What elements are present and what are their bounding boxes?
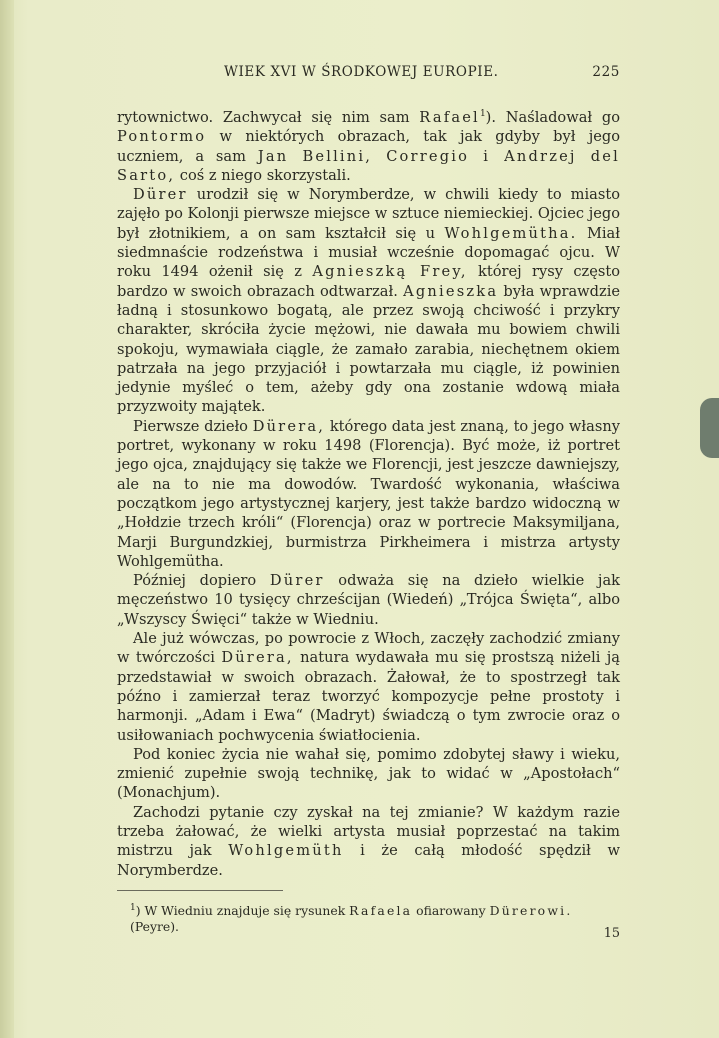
paragraph: [117, 185, 620, 417]
paragraph: [117, 417, 620, 571]
text-run: Później dopiero: [133, 572, 270, 590]
text-run: i że całą młodość spędził w Norymberdze.: [117, 842, 620, 879]
text-run: natura wydawała mu się prostszą niżeli ją przedstawiał w swoich obrazach. Żałował, że to spostrzegł tak późno i zamierzał teraz tworzyć kompozycje pełne prostoty i harmonji. „Adam i Ewa“ (Madryt) świadczą o tym zwrocie oraz o usiłowaniach pochwycenia światłocienia.: [117, 649, 620, 744]
page-binding-edge: [0, 0, 14, 1038]
text-run: Ale już wówczas, po powrocie z Włoch, zaczęły zachodzić zmiany w twórczości: [117, 630, 620, 667]
text-run: ). Naśladował go: [485, 109, 620, 126]
text-run: którego data jest znaną, to jego własny portret, wykonany w roku 1498 (Florencja). Być może, iż portret jego ojca, znajdujący się także we Florencji, jest jeszcze dawniejszy, ale na to nie ma dowodów. Twardość wykonania, właściwa początkom jego artystycznej karjery, jest także bardzo widoczną w „Hołdzie trzech króli“ (Florencja) oraz w portrecie Maksymiljana, Marji Burgundzkiej, burmistrza Pirkheimera i mistrza artysty Wohlgemütha.: [117, 417, 620, 570]
text-run: Miał siedmnaście rodzeństwa i musiał wcześnie dopomagać ojcu. W roku 1494 ożenił się z: [117, 224, 620, 281]
paragraph: [117, 803, 620, 880]
signature-mark: 15: [603, 926, 620, 941]
text-run: Zachodzi pytanie czy zyskał na tej zmianie? W każdym razie trzeba żałować, że wielki artysta musiał poprzestać na takim mistrzu jak: [117, 803, 620, 860]
spaced-name: Rafael: [419, 109, 480, 126]
text-run: coś z niego skorzystali.: [175, 166, 351, 184]
paragraph: [117, 745, 620, 803]
running-title: WIEK XVI W ŚRODKOWEJ EUROPIE.: [224, 64, 499, 80]
text-run: urodził się w Norymberdze, w chwili kiedy to miasto zajęło po Kolonji pierwsze miejsce w sztuce niemieckiej. Ojciec jego był złotnikiem, a on sam kształcił się u: [117, 186, 620, 242]
page-tab-marker: [700, 398, 719, 458]
text-run: Pierwsze dzieło: [133, 417, 253, 435]
page-number: 225: [592, 64, 620, 80]
spaced-name: Wohlgemüth: [228, 842, 344, 860]
footnote-rule: [117, 890, 283, 891]
running-header: [224, 64, 620, 82]
body-text: [117, 108, 620, 880]
text-run: ) W Wiedniu znajduje się rysunek: [135, 903, 350, 918]
spaced-name: Dürerowi.: [489, 903, 573, 918]
spaced-name: Rafaela: [349, 903, 413, 918]
paragraph: [117, 571, 620, 629]
paragraph: [117, 629, 620, 745]
text-run: w niektórych obrazach, tak jak gdyby był jego uczniem, a sam: [117, 128, 620, 165]
footnote-ref: 1: [479, 109, 486, 120]
footnote-ref: 1: [130, 902, 136, 913]
spaced-name: Dürer: [269, 572, 325, 590]
spaced-name: Jan Bellini, Corregio i Andrzej del Sarto,: [117, 147, 620, 184]
spaced-name: Dürera,: [221, 649, 294, 667]
spaced-name: Dürer: [133, 186, 188, 204]
text-run: Pod koniec życia nie wahał się, pomimo zdobytej sławy i wieku, zmienić zupełnie swoją technikę, jak to widać w „Apostołach“ (Monachjum).: [117, 745, 620, 802]
spaced-name: Pontormo: [117, 128, 207, 146]
text-run: (Peyre).: [130, 919, 179, 934]
paragraph: [117, 108, 620, 185]
text-run: ofiarowany: [412, 903, 490, 918]
spaced-name: Agnieszka: [403, 282, 499, 300]
text-run: rytownictwo. Zachwycał się nim sam: [117, 109, 420, 126]
spaced-name: Wohlgemütha.: [444, 224, 578, 242]
spaced-name: Agnieszką Frey,: [312, 263, 468, 281]
footnote: [130, 903, 620, 935]
spaced-name: Dürera,: [252, 417, 326, 435]
text-run: odważa się na dzieło wielkie jak męczeństwo 10 tysięcy chrześcijan (Wiedeń) „Trójca Święta“, albo „Wszyscy Święci“ także w Wiedniu.: [117, 572, 620, 628]
text-run: była wprawdzie ładną i stosunkowo bogatą, ale przez swoją chciwość i przykry charakter, skróciła życie mężowi, nie dawała mu bowiem chwili spokoju, wymawiała ciągle, że zamało zarabia, niechętnem okiem patrzała na jego przyjaciół i powtarzała mu ciągle, iż powinien jedynie myśleć o tem, ażeby gdy ona zostanie wdową miała przyzwoity majątek.: [117, 282, 621, 416]
text-run: której rysy często bardzo w swoich obrazach odtwarzał.: [117, 263, 620, 300]
